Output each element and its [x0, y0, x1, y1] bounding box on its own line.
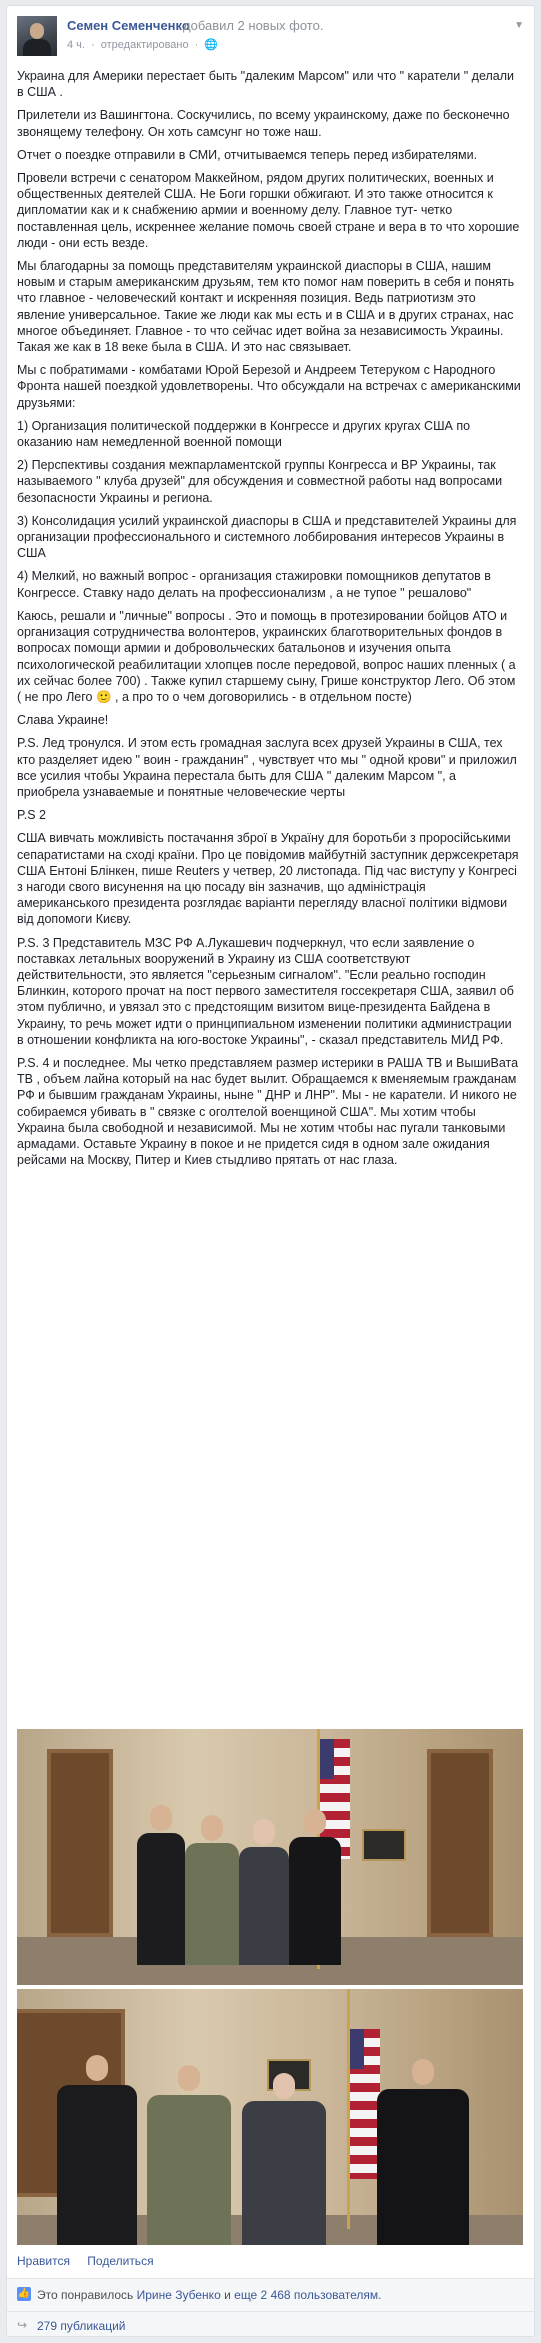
post-action-text: добавил 2 новых фото. — [183, 18, 324, 33]
likes-count-link[interactable]: еще 2 468 пользователям. — [234, 2288, 382, 2302]
post-paragraph: 3) Консолидация усилий украинской диаспоры в США и представителей Украины для организации профессионального и системного лоббирования интересов Украины в США — [17, 513, 517, 561]
post-paragraph: 4) Мелкий, но важный вопрос - организация стажировки помощников депутатов в Конгрессе. Ставку надо делать на профессионализм , а не тупое " решалово" — [17, 569, 491, 600]
post-paragraph: Провели встречи с сенатором Маккейном, рядом других политических, военных и общественных деятелей США. Не Боги горшки обжигают. И это также относится к дипломатии как и к снабжению армии и военному делу. Главное тут- четко поставленная цель, искреннее желание помочь своей стране и вера в то что хорошие люди - они есть везде. — [17, 171, 520, 250]
globe-icon: 🌐 — [204, 39, 219, 51]
post-paragraph: Слава Украине! — [17, 713, 109, 728]
post-body — [17, 68, 521, 1175]
post-paragraph: Отчет о поездке отправили в СМИ, отчитываемся теперь перед избирателями. — [17, 147, 478, 162]
post-header — [17, 16, 524, 58]
shares-count-link[interactable]: 279 публикаций — [37, 2319, 126, 2333]
share-button[interactable]: Поделиться — [87, 2254, 154, 2268]
post-paragraph: США вивчать можливість постачання зброї в Україну для боротьби з проросійськими сепаратистами на сході країни. Про це повідомив майбутній заступник держсекретаря США Ентоні Блінкен, пише Reuters у четвер, 20 листопада. Під час виступу у Конгресі з нагоди свого висунення на цю посаду він зазначив, що адміністрація американського президента розглядає варіанти перегляду власної політики відмови від допомоги Києву. — [17, 831, 519, 927]
post-paragraph: Украина для Америки перестает быть "далеким Марсом" или что " каратели " делали в США . — [17, 69, 515, 100]
meta-separator: · — [91, 39, 95, 51]
post-timestamp[interactable]: 4 ч. — [67, 39, 85, 51]
post-actions — [17, 2254, 168, 2268]
post-paragraph: 1) Организация политической поддержки в Конгрессе и других кругах США по оказанию нам немедленной военной помощи — [17, 418, 471, 450]
author-name-link[interactable]: Семен Семенченко — [67, 18, 190, 33]
post-paragraph: P.S. 3 Представитель МЗС РФ А.Лукашевич подчеркнул, что если заявление о поставках летальных вооружений в Украину из США соответствуют действительности, это является "серьезным сигналом". "Если реально господин Блинкин, которого прочат на пост первого заместителя госсекретаря США, заявил об этом публично, и увязал это с предстоящим визитом вице-президента Байдена в Украину, то речь может идти о принципиальном изменении политики администрации в отношении конфликта на юго-востоке Украины", - сказал представитель МИД РФ. — [17, 935, 514, 1047]
post-paragraph: Прилетели из Вашингтона. Соскучились, по всему украинскому, даже по бесконечно звонящему телефону. Он хоть самсунг но тоже наш. — [17, 108, 510, 139]
post-photo[interactable] — [17, 1989, 523, 2245]
likes-prefix: Это понравилось — [37, 2288, 134, 2302]
post-meta — [67, 38, 221, 51]
edited-label[interactable]: отредактировано — [100, 39, 189, 51]
post-paragraph: 2) Перспективы создания межпарламентской группы Конгресса и ВР Украины, так называемого " клуба друзей" для обсуждения и совместной работы над вопросами безопасности Украины и региона. — [17, 458, 503, 505]
shares-summary — [7, 2311, 534, 2337]
post-photo[interactable] — [17, 1729, 523, 1985]
author-avatar[interactable] — [17, 16, 57, 56]
post-paragraph: P.S. 4 и последнее. Мы четко представляем размер истерики в РАША ТВ и ВышиВата ТВ , объем лайна который на нас будет вылит. Обращаемся к вменяемым гражданам РФ и бывшим гражданам Украины, ныне " ДНР и ЛНР". Мы - не каратели. И никого не собираемся убивать в " связке с оголтелой военщиной США". Мы хотим чтобы Украина была свободной и независимой. Мы не хотим чтобы нас пугали танковыми армадами. Оставьте Украину в покое и не придется сидя в одном зале ожидания рейсами на Москву, Питер и Киев стыдливо прятать от нас глаза. — [17, 1055, 519, 1168]
post-paragraph: P.S. Лед тронулся. И этом есть громадная заслуга всех друзей Украины в США, тех кто разделяет идею " воин - гражданин" , чувствует что мы " одной крови" и приложил все усилия чтобы Украина перестала быть для США " далеким Марсом ", а приобрела узнаваемые и понятные человеческие черты — [17, 736, 517, 799]
post-card — [6, 5, 535, 2337]
post-paragraph: Мы благодарны за помощь представителям украинской диаспоры в США, нашим новым и старым американским друзьям, тем кто помог нам поверить в себя и понять что главное - человеческий контакт и искренняя позиция. Ведь патриотизм это явление универсальное. Такие же люди как мы есть и в США и в других странах, нас многое объединяет. Главное - то что сейчас идет война за независимость Украины. Такая же как в 18 веке была в США. И это нас связывает. — [17, 259, 515, 355]
liker-name-link[interactable]: Ирине Зубенко — [136, 2288, 221, 2302]
post-paragraph: Каюсь, решали и "личные" вопросы . Это и помощь в протезировании бойцов АТО и организация сотрудничества волонтеров, украинских благотворительных фондов в вопросах помощи армии и добровольческих батальонов и изучения опыта психологической реабилитации хлопцев после передовой, вопрос наших пленных ( а их сейчас более 700) . Также купил старшему сыну, Грише конструктор Лего. Об этом ( не про Лего 🙂 , а про то о чем договорились - в отдельном посте) — [17, 608, 516, 704]
post-paragraph: P.S 2 — [17, 808, 46, 823]
like-button[interactable]: Нравится — [17, 2254, 70, 2268]
chevron-down-icon[interactable]: ▼ — [514, 20, 524, 31]
likes-summary — [7, 2278, 534, 2311]
meta-separator: · — [194, 39, 199, 51]
thumbs-up-icon: 👍 — [17, 2288, 31, 2299]
likes-and: и — [224, 2288, 231, 2302]
share-icon: ↪ — [17, 2318, 28, 2332]
likes-text — [37, 2288, 382, 2302]
post-paragraph: Мы с побратимами - комбатами Юрой Березой и Андреем Тетеруком с Народного Фронта нашей поездкой удовлетворены. Что обсуждали на встречах с американскими друзьями: — [17, 363, 521, 410]
